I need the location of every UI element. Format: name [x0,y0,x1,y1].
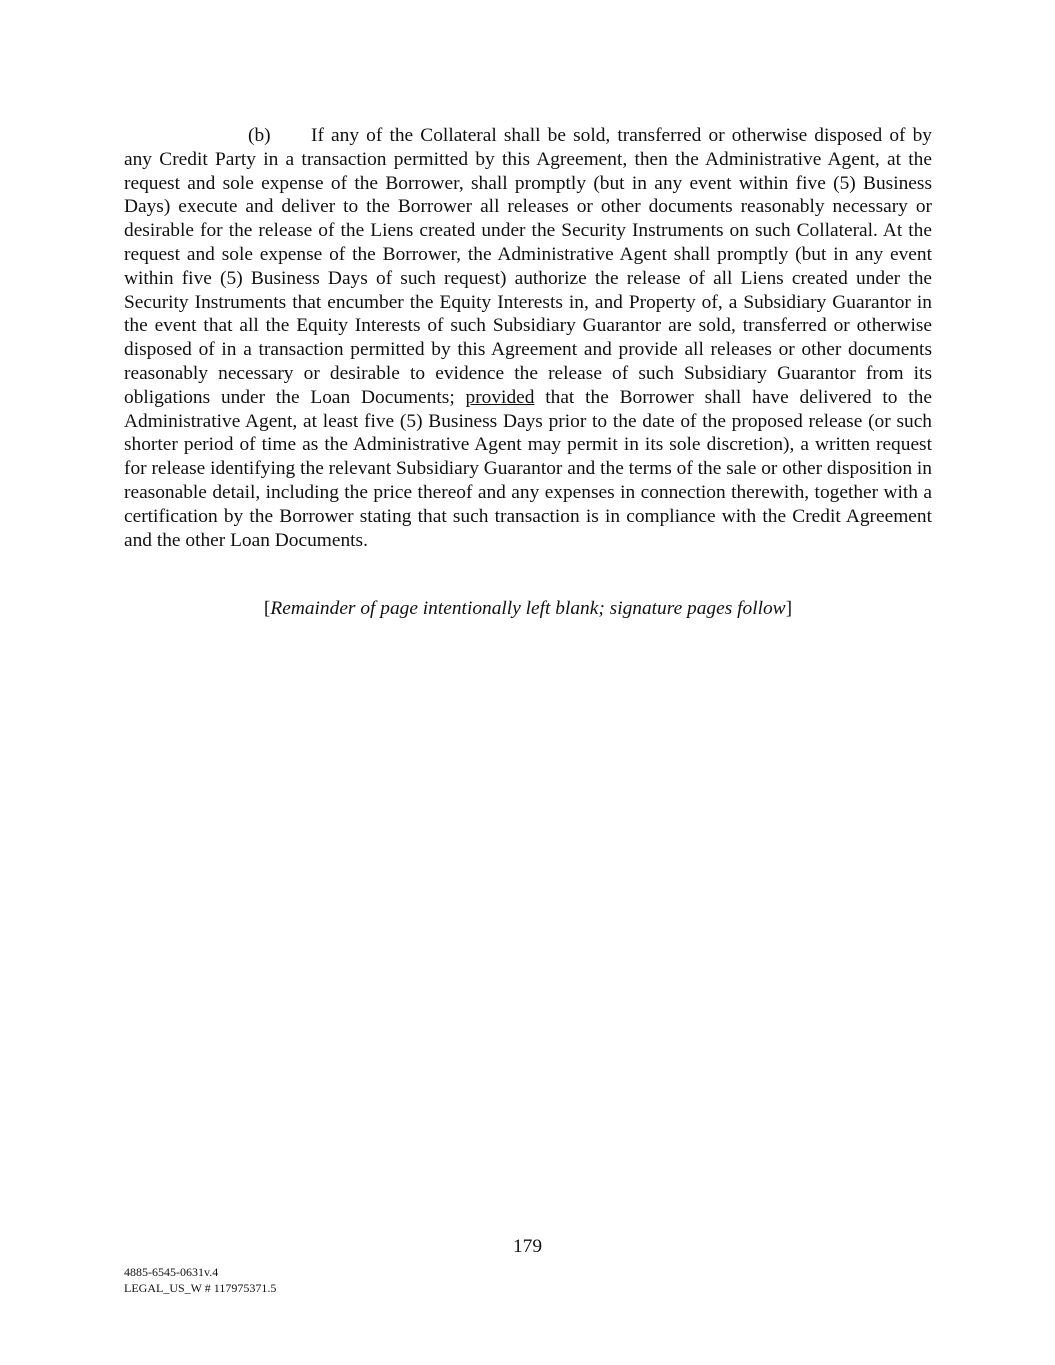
provided-term: provided [465,386,535,408]
remainder-close-bracket: ] [785,598,793,619]
remainder-note-text: Remainder of page intentionally left blank; signature pages follow [270,598,786,619]
remainder-note [124,597,932,621]
paragraph-marker: (b) [248,125,271,146]
footer-document-ids [124,1264,276,1296]
remainder-open-bracket: [ [263,598,271,619]
section-paragraph-b [124,124,932,552]
footer-doc-id-2: LEGAL_US_W # 117975371.5 [124,1281,277,1295]
footer-doc-id-1: 4885-6545-0631v.4 [124,1265,219,1279]
paragraph-text-part-2: that the Borrower shall have delivered to the Administrative Agent, at least five (5) Business Days prior to the date of the proposed release (or such shorter period of time as the Administrative Agent may permit in its sole discretion), a written request for release identifying the relevant Subsidiary Guarantor and the terms of the sale or other disposition in reasonable detail, including the price thereof and any expenses in connection therewith, together with a certification by the Borrower stating that such transaction is in compliance with the Credit Agreement and the other Loan Documents. [124,386,932,551]
page-number: 179 [512,1236,543,1257]
paragraph-text-part-1: If any of the Collateral shall be sold, transferred or otherwise disposed of by any Credit Party in a transaction permitted by this Agreement, then the Administrative Agent, at the request and sole expense of the Borrower, shall promptly (but in any event within five (5) Business Days) execute and deliver to the Borrower all releases or other documents reasonably necessary or desirable for the release of the Liens created under the Security Instruments on such Collateral. At the request and sole expense of the Borrower, the Administrative Agent shall promptly (but in any event within five (5) Business Days of such request) authorize the release of all Liens created under the Security Instruments that encumber the Equity Interests in, and Property of, a Subsidiary Guarantor in the event that all the Equity Interests of such Subsidiary Guarantor are sold, transferred or otherwise disposed of in a transaction permitted by this Agreement and provide all releases or other documents reasonably necessary or desirable to evidence the release of such Subsidiary Guarantor from its obligations under the Loan Documents; [124,125,932,408]
